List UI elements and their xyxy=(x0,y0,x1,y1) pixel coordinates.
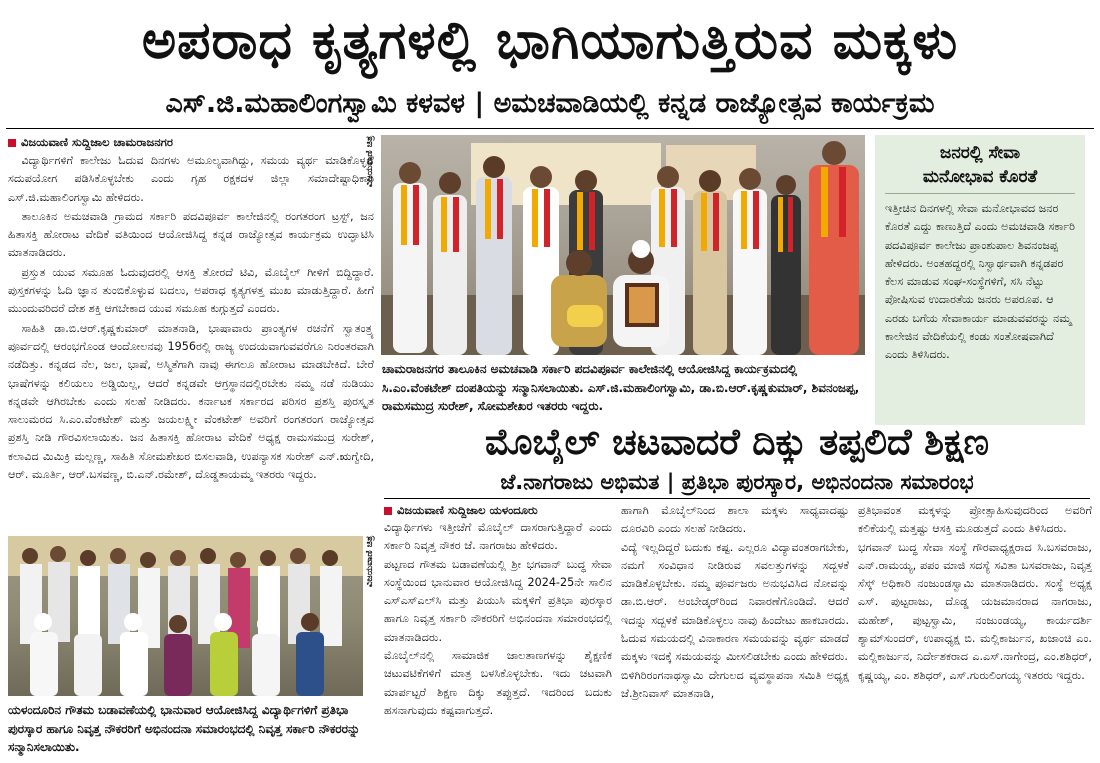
photo-credit xyxy=(365,136,379,336)
story2-column-2: ಹಾಗಾಗಿ ಮೊಬೈಲ್‌ನಿಂದ ಶಾಲಾ ಮಕ್ಕಳು ಸಾಧ್ಯವಾದಷ್ಟು ದೂರವಿರಿ ಎಂದು ಸಲಹೆ ನೀಡಿದರು. ವಿದ್ಯೆ ಇಲ್ಲದಿದ್ದರೆ ಬದುಕು ಕಷ್ಟ. ಎಲ್ಲರೂ ವಿದ್ಯಾವಂತರಾಗಬೇಕು, ನಮಗೆ ಸಂವಿಧಾನ ನೀಡಿರುವ ಸವಲತ್ತುಗಳನ್ನು ಸದ್ಬಳಕೆ ಮಾಡಿಕೊಳ್ಳಬೇಕು. ನಮ್ಮ ಪೂರ್ವಜರು ಅನುಭವಿಸಿದ ನೋವನ್ನು ಡಾ.ಬಿ.ಆರ್. ಅಂಬೇಡ್ಕರ್‌ರಿಂದ ನಿವಾರಣೆಗೊಂಡಿದೆ. ಆದರೆ ಇದನ್ನು ಸದ್ಬಳಕೆ ಮಾಡಿಕೊಳ್ಳಲು ನಾವು ಹಿಂದೇಟು ಹಾಕಬಾರದು. ಓದುವ ಸಮಯದಲ್ಲಿ ವಿನಾಕಾರಣ ಸಮಯವನ್ನು ವ್ಯರ್ಥ ಮಾಡದೆ ಮಕ್ಕಳು ಇದಕ್ಕೆ ಸಮಯವನ್ನು ಮೀಸಲಿಡಬೇಕು ಎಂದು ಹೇಳಿದರು. ಬಿಳಿಗಿರಿರಂಗನಾಥಸ್ವಾಮಿ ದೇಗುಲದ ವ್ಯವಸ್ಥಾಪನಾ ಸಮಿತಿ ಅಧ್ಯಕ್ಷ ಜೆ.ಶ್ರೀನಿವಾಸ್ ಮಾತನಾಡಿ, xyxy=(621,504,849,700)
sidebar-title-line1: ಜನರಲ್ಲಿ ಸೇವಾ xyxy=(939,143,1021,163)
story1-photo xyxy=(381,135,865,355)
divider xyxy=(6,128,1094,129)
story1-caption: ಚಾಮರಾಜನಗರ ತಾಲೂಕಿನ ಅಮಚವಾಡಿ ಸರ್ಕಾರಿ ಪದವಿಪೂರ್ವ ಕಾಲೇಜಿನಲ್ಲಿ ಆಯೋಜಿಸಿದ್ದ ಕಾರ್ಯಕ್ರಮದಲ್ಲಿ ಸಿ.ಎಂ.ವೆಂಕಟೇಶ್ ದಂಪತಿಯನ್ನು ಸನ್ಮಾನಿಸಲಾಯಿತು. ಎಸ್.ಜಿ.ಮಹಾಲಿಂಗಸ್ವಾಮಿ, ಡಾ.ಬಿ.ಆರ್.ಕೃಷ್ಣಕುಮಾರ್, ಶಿವನಂಜಪ್ಪ, ರಾಮಸಮುದ್ರ ಸುರೇಶ್, ಸೋಮಶೇಖರ ಇತರರು ಇದ್ದರು. xyxy=(382,362,860,413)
story2-column-1: ವಿದ್ಯಾರ್ಥಿಗಳು ಇತ್ತೀಚೆಗೆ ಮೊಬೈಲ್ ದಾಸರಾಗುತ್ತಿದ್ದಾರೆ ಎಂದು ಸರ್ಕಾರಿ ನಿವೃತ್ತ ನೌಕರ ಜೆ. ನಾಗರಾಜು ಹೇಳಿದರು. ಪಟ್ಟಣದ ಗೌತಮ ಬಡಾವಣೆಯಲ್ಲಿ ಶ್ರೀ ಭಗವಾನ್ ಬುದ್ಧ ಸೇವಾ ಸಂಸ್ಥೆಯಿಂದ ಭಾನುವಾರ ಆಯೋಜಿಸಿದ್ದ 2024-25ನೇ ಸಾಲಿನ ಎಸ್‌ಎಸ್‌ಎಲ್‌ಸಿ ಮತ್ತು ಪಿಯುಸಿ ಮಕ್ಕಳಿಗೆ ಪ್ರತಿಭಾ ಪುರಸ್ಕಾರ ಹಾಗೂ ನಿವೃತ್ತ ಸರ್ಕಾರಿ ನೌಕರರಿಗೆ ಅಭಿನಂದನಾ ಸಮಾರಂಭದಲ್ಲಿ ಮಾತನಾಡಿದರು. ಮೊಬೈಲ್‌ನಲ್ಲಿ ಸಾಮಾಜಿಕ ಜಾಲತಾಣಗಳನ್ನು ಶೈಕ್ಷಣಿಕ ಚಟುವಟಿಕೆಗಳಿಗೆ ಮಾತ್ರ ಬಳಸಿಕೊಳ್ಳಬೇಕು. ಇದು ಚಟವಾಗಿ ಮಾರ್ಪಟ್ಟರೆ ಶಿಕ್ಷಣ ದಿಕ್ಕು ತಪ್ಪುತ್ತದೆ. ಇದರಿಂದ ಬದುಕು ಹಸನಾಗುವುದು ಕಷ್ಟವಾಗುತ್ತದೆ. xyxy=(384,521,612,717)
story2-caption: ಯಳಂದೂರಿನ ಗೌತಮ ಬಡಾವಣೆಯಲ್ಲಿ ಭಾನುವಾರ ಆಯೋಜಿಸಿದ್ದ ವಿದ್ಯಾರ್ಥಿಗಳಿಗೆ ಪ್ರತಿಭಾ ಪುರಸ್ಕಾರ ಹಾಗೂ ನಿವೃತ್ತ ನೌಕರರಿಗೆ ಅಭಿನಂದನಾ ಸಮಾರಂಭದಲ್ಲಿ ನಿವೃತ್ತ ಸರ್ಕಾರಿ ನೌಕರರನ್ನು ಸನ್ಮಾನಿಸಲಾಯಿತು. xyxy=(8,703,361,754)
sidebar-title-line2: ಮನೋಭಾವ ಕೊರತೆ xyxy=(885,165,1075,194)
story1-dateline-text: ವಿಜಯವಾಣಿ ಸುದ್ದಿಜಾಲ ಚಾಮರಾಜನಗರ xyxy=(21,135,173,149)
story2-subhead: ಜೆ.ನಾಗರಾಜು ಅಭಿಮತ | ಪ್ರತಿಭಾ ಪುರಸ್ಕಾರ, ಅಭಿನಂದನಾ ಸಮಾರಂಭ xyxy=(500,470,974,494)
story2-dateline-text: ವಿಜಯವಾಣಿ ಸುದ್ದಿಜಾಲ ಯಳಂದೂರು xyxy=(397,503,538,517)
story1-paragraph: ತಾಲೂಕಿನ ಅಮಚವಾಡಿ ಗ್ರಾಮದ ಸರ್ಕಾರಿ ಪದವಿಪೂರ್ವ ಕಾಲೇಜಿನಲ್ಲಿ ರಂಗತರಂಗ ಟ್ರಸ್ಟ್, ಜನ ಹಿತಾಸಕ್ತಿ ಹೋರಾಟ ವೇದಿಕೆ ವತಿಯಿಂದ ಆಯೋಜಿಸಿದ್ದ ಕನ್ನಡ ರಾಜ್ಯೋತ್ಸವ ಕಾರ್ಯಕ್ರಮ ಉದ್ಘಾಟಿಸಿ ಮಾತನಾಡಿದರು. xyxy=(8,209,374,260)
story1-paragraph: ಸಾಹಿತಿ ಡಾ.ಬಿ.ಆರ್.ಕೃಷ್ಣಕುಮಾರ್ ಮಾತನಾಡಿ, ಭಾಷಾವಾರು ಪ್ರಾಂತ್ಯಗಳ ರಚನೆಗೆ ಸ್ವಾತಂತ್ರ್ಯ ಪೂರ್ವದಲ್ಲಿ ಆರಂಭಗೊಂಡ ಆಂದೋಲನವು 1956ರಲ್ಲಿ ರಾಜ್ಯ ಉದಯವಾಗುವವರೆಗೂ ನಿರಂತರವಾಗಿ ನಡೆದಿತ್ತು. ಕನ್ನಡದ ನೆಲ, ಜಲ, ಭಾಷೆ, ಅಸ್ಮಿತೆಗಾಗಿ ನಾವು ಈಗಲೂ ಹೋರಾಟ ಮಾಡಬೇಕಿದೆ. ಬೇರೆ ಭಾಷೆಗಳನ್ನು ಕಲಿಯಲು ಅಡ್ಡಿಯಿಲ್ಲ, ಆದರೆ ಕನ್ನಡವೇ ಆಗ್ರಸ್ಥಾನದಲ್ಲಿರಬೇಕು ನಮ್ಮ ನಡೆ ನುಡಿಯು ಕನ್ನಡವೇ ಆಗಿರಬೇಕು ಎಂದು ಸಲಹೆ ನೀಡಿದರು. ಕರ್ನಾಟಕ ಸರ್ಕಾರದ ಪರಿಸರ ಪ್ರಶಸ್ತಿ ಪುರಸ್ಕೃತ ಸಾಲುಮರದ ಸಿ.ಎಂ.ವೆಂಕಟೇಶ್ ಮತ್ತು ಜಯಲಕ್ಷ್ಮೀ ವೆಂಕಟೇಶ್ ಅವರಿಗೆ ರಂಗತರಂಗ ರಾಜ್ಯೋತ್ಸವ ಪ್ರಶಸ್ತಿ ನೀಡಿ ಗೌರವಿಸಲಾಯಿತು. ಜನ ಹಿತಾಸಕ್ತಿ ಹೋರಾಟ ವೇದಿಕೆ ಅಧ್ಯಕ್ಷ ರಾಮಸಮುದ್ರ ಸುರೇಶ್, ಕಲಾವಿದ ಮಿಮಿಕ್ರಿ ಮಲ್ಲಣ್ಣ, ಸಾಹಿತಿ ಸೋಮಶೇಖರ ಬಿಸಲವಾಡಿ, ಉಪನ್ಯಾಸಕ ಸುರೇಶ್ ಎನ್.ಋಗ್ವೇದಿ, ಆರ್. ಮೂರ್ತಿ, ಆರ್.ಬಸವಣ್ಣ, ಬಿ.ಎನ್.ರಮೇಶ್, ದೊಡ್ಡತಾಯಮ್ಮ ಇತರರು ಇದ್ದರು. xyxy=(8,321,374,482)
photo-credit-text: ವಿಜಯವಾಣಿ ಚಿತ್ರ xyxy=(365,136,375,188)
story1-paragraph: ವಿದ್ಯಾರ್ಥಿಗಳಿಗೆ ಕಾಲೇಜು ಓದುವ ದಿನಗಳು ಅಮೂಲ್ಯವಾಗಿದ್ದು, ಸಮಯ ವ್ಯರ್ಥ ಮಾಡಿಕೊಳ್ಳದೆ ಸದುಪಯೋಗ ಪಡಿಸಿಕೊಳ್ಳಬೇಕು ಎಂದು ಗೃಹ ರಕ್ಷಕದಳ ಜಿಲ್ಲಾ ಸಮಾದೇಷ್ಟಾಧಿಕಾರಿ ಎಸ್.ಜಿ.ಮಹಾಲಿಂಗಸ್ವಾಮಿ ಹೇಳಿದರು. xyxy=(8,154,374,204)
sidebar-box xyxy=(875,135,1085,425)
divider xyxy=(384,498,1090,499)
story1-subhead: ಎಸ್.ಜಿ.ಮಹಾಲಿಂಗಸ್ವಾಮಿ ಕಳವಳ | ಅಮಚವಾಡಿಯಲ್ಲಿ ಕನ್ನಡ ರಾಜ್ಯೋತ್ಸವ ಕಾರ್ಯಕ್ರಮ xyxy=(165,88,935,119)
photo-credit-text: ವಿಜಯವಾಣಿ ಚಿತ್ರ xyxy=(365,536,375,588)
story2-headline: ಮೊಬೈಲ್ ಚಟವಾದರೆ ದಿಕ್ಕು ತಪ್ಪಲಿದೆ ಶಿಕ್ಷಣ xyxy=(484,422,990,463)
photo-credit xyxy=(365,536,379,696)
story1-paragraph: ಪ್ರಸ್ತುತ ಯುವ ಸಮೂಹ ಓದುವುದರಲ್ಲಿ ಆಸಕ್ತಿ ತೋರದೆ ಟಿವಿ, ಮೊಬೈಲ್ ಗೀಳಿಗೆ ಬಿದ್ದಿದ್ದಾರೆ. ಪುಸ್ತಕಗಳನ್ನು ಓದಿ ಜ್ಞಾನ ತುಂಬಿಕೊಳ್ಳುವ ಬದಲು, ಅಪರಾಧ ಕೃತ್ಯಗಳತ್ತ ಮುಖ ಮಾಡುತ್ತಿದ್ದಾರೆ. ಹೀಗೆ ಮುಂದುವರಿದರೆ ದೇಶ ಶಕ್ತಿ ಆಗಬೇಕಾದ ಯುವ ಸಮೂಹ ಕುಗ್ಗುತ್ತದೆ ಎಂದರು. xyxy=(8,265,374,316)
group-photo-illustration xyxy=(8,536,363,696)
story2-dateline xyxy=(384,502,604,519)
red-square-icon xyxy=(384,507,392,515)
ceremony-photo-illustration xyxy=(381,135,865,355)
sidebar-body: ಇತ್ತೀಚಿನ ದಿನಗಳಲ್ಲಿ ಸೇವಾ ಮನೋಭಾವದ ಜನರ ಕೊರತೆ ಎದ್ದು ಕಾಣುತ್ತಿದೆ ಎಂದು ಅಮಚವಾಡಿ ಸರ್ಕಾರಿ ಪದವಿಪೂರ್ವ ಕಾಲೇಜು ಪ್ರಾಂಶುಪಾಲ ಶಿವನಂಜಪ್ಪ ಹೇಳಿದರು. ಅಂತಹದ್ದರಲ್ಲಿ ನಿಸ್ವಾರ್ಥವಾಗಿ ಕನ್ನಡಪರ ಕೆಲಸ ಮಾಡುವ ಸಂಘ-ಸಂಸ್ಥೆಗಳಿಗೆ, ಸಸಿ ನೆಟ್ಟು ಪೋಷಿಸುವ ಉದಾರತೆಯ ಜನರು ಅಪರೂಪ. ಆ ಎರಡು ಬಗೆಯ ಸೇವಾಕಾರ್ಯ ಮಾಡುವವರನ್ನು ನಮ್ಮ ಕಾಲೇಜಿನ ವೇದಿಕೆಯಲ್ಲಿ ಕಂಡು ಸಂತೋಷವಾಗಿದೆ ಎಂದು ತಿಳಿಸಿದರು. xyxy=(885,202,1076,362)
story1-body xyxy=(8,152,374,527)
red-square-icon xyxy=(8,139,16,147)
story1-dateline xyxy=(8,134,372,151)
story2-photo xyxy=(8,536,363,696)
story1-headline: ಅಪರಾಧ ಕೃತ್ಯಗಳಲ್ಲಿ ಭಾಗಿಯಾಗುತ್ತಿರುವ ಮಕ್ಕಳು xyxy=(141,11,959,71)
story2-column-3: ಪ್ರತಿಭಾವಂತ ಮಕ್ಕಳನ್ನು ಪ್ರೋತ್ಸಾಹಿಸುವುದರಿಂದ ಅವರಿಗೆ ಕಲಿಕೆಯಲ್ಲಿ ಮತ್ತಷ್ಟು ಆಸಕ್ತಿ ಮೂಡುತ್ತದೆ ಎಂದು ತಿಳಿಸಿದರು. ಭಗವಾನ್ ಬುದ್ಧ ಸೇವಾ ಸಂಸ್ಥೆ ಗೌರವಾಧ್ಯಕ್ಷರಾದ ಸಿ.ಬಸವರಾಜು, ಎನ್.ರಾಮಯ್ಯ, ಪಪಂ ಮಾಜಿ ಸದಸ್ಯೆ ಸವಿತಾ ಬಸವರಾಜು, ನಿವೃತ್ತ ಸೆಸ್ಕ್ ಅಧಿಕಾರಿ ನಂಜುಂಡಸ್ವಾಮಿ ಮಾತನಾಡಿದರು. ಸಂಸ್ಥೆ ಅಧ್ಯಕ್ಷ ಎಸ್. ಪುಟ್ಟರಾಜು, ದೊಡ್ಡ ಯಜಮಾನರಾದ ನಾಗರಾಜು, ಮಹೇಶ್, ಪುಟ್ಟಸ್ವಾಮಿ, ನಂಜುಂಡಯ್ಯ, ಕಾರ್ಯದರ್ಶಿ ಶ್ಯಾಮ್‌ಸುಂದರ್, ಉಪಾಧ್ಯಕ್ಷ ಬಿ. ಮಲ್ಲಿಕಾರ್ಜುನ, ಖಜಾಂಚಿ ಎಂ. ಮಲ್ಲಿಕಾರ್ಜುನ, ನಿರ್ದೇಶಕರಾದ ಎ.ಎಸ್.ನಾಗೇಂದ್ರ, ಎಂ.ಶಶಿಧರ್, ಕೃಷ್ಣಯ್ಯ, ಎಂ. ಶಶಿಧರ್, ಎಸ್.ಗುರುಲಿಂಗಯ್ಯ ಇತರರು ಇದ್ದರು. xyxy=(858,504,1092,682)
